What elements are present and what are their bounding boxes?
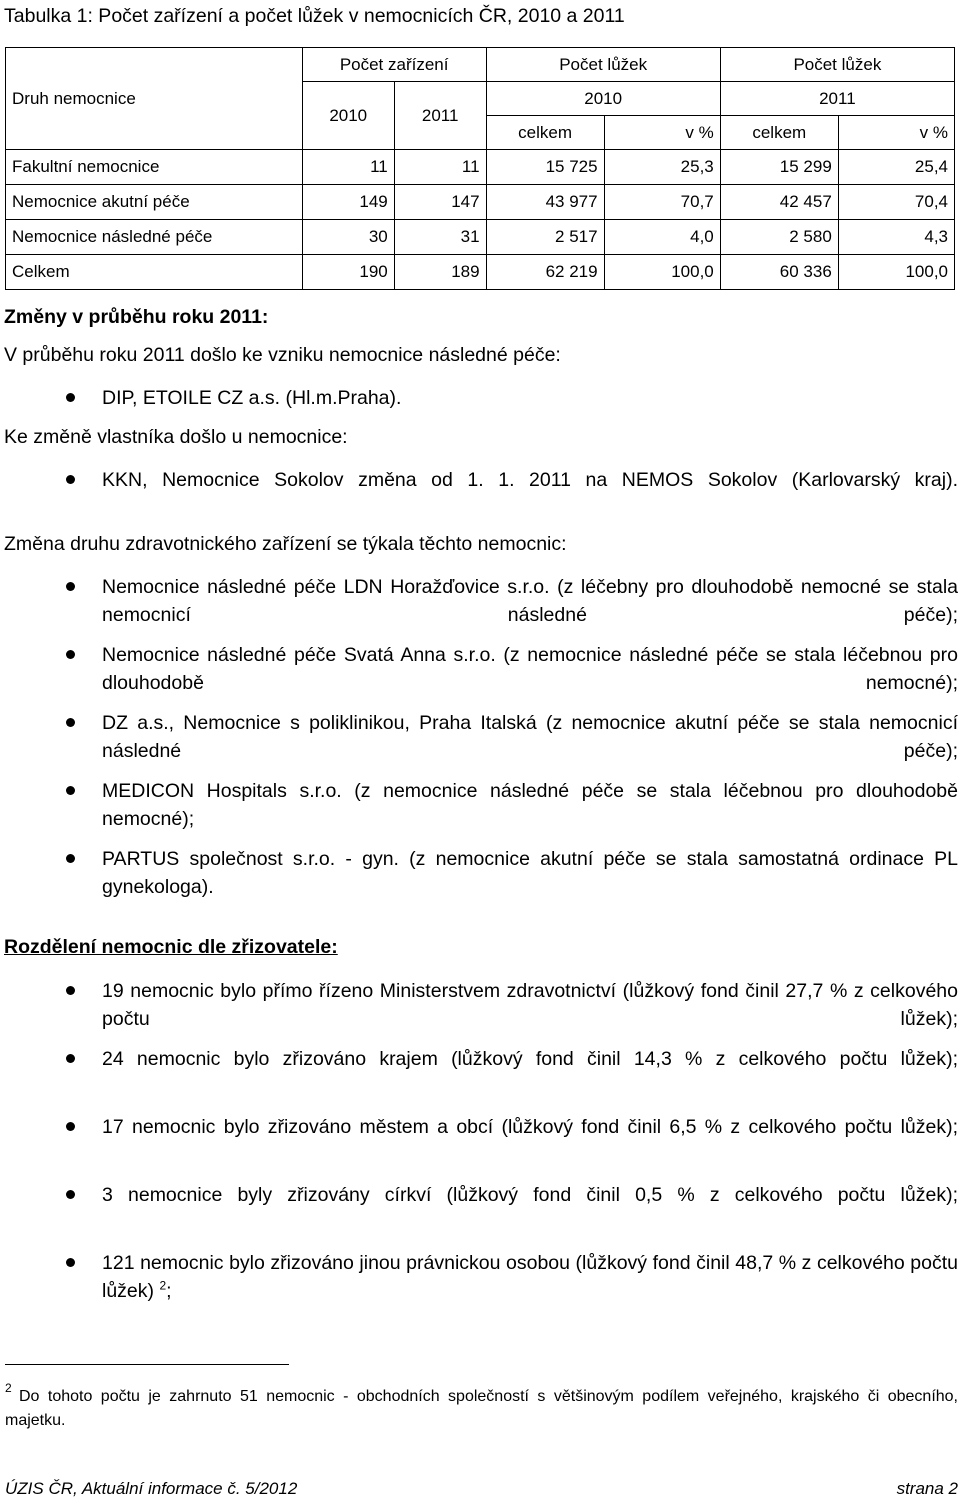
cell-beds-2010: 2 517 <box>486 220 604 255</box>
header-total-2010: celkem <box>486 116 604 150</box>
type-change-item: Nemocnice následné péče LDN Horažďovice s.r.o. (z léčebny pro dlouhodobě nemocné se stala nemocnicí následné péče); <box>102 576 958 626</box>
page-footer <box>5 1479 958 1499</box>
header-pct-2010: v % <box>604 116 720 150</box>
cell-pct-2010: 100,0 <box>604 255 720 290</box>
page-number: strana 2 <box>896 1479 958 1498</box>
hospital-stats-table <box>5 47 955 290</box>
table-row <box>6 255 955 290</box>
cell-facilities-2011: 11 <box>394 150 486 185</box>
bullet-icon <box>66 393 75 402</box>
bullet-icon <box>66 1122 75 1131</box>
cell-facilities-2010: 149 <box>302 185 394 220</box>
cell-facilities-2011: 147 <box>394 185 486 220</box>
changes-intro-owner: Ke změně vlastníka došlo u nemocnice: <box>4 426 348 448</box>
bullet-icon <box>66 1190 75 1199</box>
type-change-item: Nemocnice následné péče Svatá Anna s.r.o. (z nemocnice následné péče se stala léčebnou pro dlouhodobě nemocné); <box>102 644 958 694</box>
cell-facilities-2011: 31 <box>394 220 486 255</box>
cell-facilities-2011: 189 <box>394 255 486 290</box>
founder-item: 24 nemocnic bylo zřizováno krajem (lůžkový fond činil 14,3 % z celkového počtu lůžek); <box>102 1048 958 1070</box>
bullet-icon <box>66 718 75 727</box>
cell-beds-2011: 2 580 <box>720 220 838 255</box>
cell-beds-2011: 60 336 <box>720 255 838 290</box>
founder-item: 17 nemocnic bylo zřizováno městem a obcí (lůžkový fond činil 6,5 % z celkového počtu lůžek); <box>102 1116 958 1138</box>
cell-facilities-2010: 11 <box>302 150 394 185</box>
changes-intro-type: Změna druhu zdravotnického zařízení se týkala těchto nemocnic: <box>4 533 567 555</box>
footnote-divider <box>5 1364 289 1365</box>
cell-beds-2010: 43 977 <box>486 185 604 220</box>
footnote-number: 2 <box>5 1381 12 1395</box>
table-caption: Tabulka 1: Počet zařízení a počet lůžek v nemocnicích ČR, 2010 a 2011 <box>4 5 625 27</box>
header-year-2010: 2010 <box>302 82 394 150</box>
bullet-icon <box>66 475 75 484</box>
cell-facilities-2010: 190 <box>302 255 394 290</box>
header-total-2011: celkem <box>720 116 838 150</box>
cell-beds-2010: 15 725 <box>486 150 604 185</box>
header-beds-year-2011: 2011 <box>720 82 954 116</box>
cell-pct-2011: 4,3 <box>838 220 954 255</box>
table-row <box>6 220 955 255</box>
type-change-item: PARTUS společnost s.r.o. - gyn. (z nemocnice akutní péče se stala samostatná ordinace PL gynekologa). <box>102 848 958 898</box>
founder-item-text: 121 nemocnic bylo zřizováno jinou právnickou osobou (lůžkový fond činil 48,7 % z celkového počtu lůžek) <box>102 1252 958 1302</box>
table-row <box>6 185 955 220</box>
cell-pct-2010: 70,7 <box>604 185 720 220</box>
founder-item: 19 nemocnic bylo přímo řízeno Ministerstvem zdravotnictví (lůžkový fond činil 27,7 % z celkového počtu lůžek); <box>102 980 958 1030</box>
footnote-text <box>5 1385 958 1457</box>
row-name: Nemocnice následné péče <box>6 220 303 255</box>
bullet-icon <box>66 582 75 591</box>
footnote-ref: 2 <box>159 1278 167 1293</box>
type-change-item: MEDICON Hospitals s.r.o. (z nemocnice následné péče se stala léčebnou pro dlouhodobě nemocné); <box>102 780 958 830</box>
header-year-2011: 2011 <box>394 82 486 150</box>
cell-pct-2010: 4,0 <box>604 220 720 255</box>
cell-beds-2011: 15 299 <box>720 150 838 185</box>
cell-beds-2011: 42 457 <box>720 185 838 220</box>
founder-item-tail: ; <box>166 1280 172 1302</box>
header-pct-2011: v % <box>838 116 954 150</box>
header-facilities: Počet zařízení <box>302 48 486 82</box>
bullet-icon <box>66 1258 75 1267</box>
header-beds-2011: Počet lůžek <box>720 48 954 82</box>
cell-pct-2011: 100,0 <box>838 255 954 290</box>
founder-item: 3 nemocnice byly zřizovány církví (lůžkový fond činil 0,5 % z celkového počtu lůžek); <box>102 1184 958 1206</box>
footer-source: ÚZIS ČR, Aktuální informace č. 5/2012 <box>5 1479 298 1498</box>
header-beds-2010: Počet lůžek <box>486 48 720 82</box>
bullet-icon <box>66 986 75 995</box>
cell-beds-2010: 62 219 <box>486 255 604 290</box>
bullet-icon <box>66 786 75 795</box>
table-row <box>6 150 955 185</box>
bullet-icon <box>66 1054 75 1063</box>
cell-pct-2010: 25,3 <box>604 150 720 185</box>
header-hospital-type: Druh nemocnice <box>6 48 303 150</box>
row-name: Nemocnice akutní péče <box>6 185 303 220</box>
cell-facilities-2010: 30 <box>302 220 394 255</box>
founder-item-last <box>102 1249 958 1305</box>
cell-pct-2011: 70,4 <box>838 185 954 220</box>
header-beds-year-2010: 2010 <box>486 82 720 116</box>
new-hospital-item: DIP, ETOILE CZ a.s. (Hl.m.Praha). <box>102 387 402 409</box>
bullet-icon <box>66 854 75 863</box>
owner-change-item: KKN, Nemocnice Sokolov změna od 1. 1. 2011 na NEMOS Sokolov (Karlovarský kraj). <box>102 469 958 491</box>
row-name: Celkem <box>6 255 303 290</box>
cell-pct-2011: 25,4 <box>838 150 954 185</box>
row-name: Fakultní nemocnice <box>6 150 303 185</box>
type-change-item: DZ a.s., Nemocnice s poliklinikou, Praha Italská (z nemocnice akutní péče se stala nemocnicí následné péče); <box>102 712 958 762</box>
changes-intro-new: V průběhu roku 2011 došlo ke vzniku nemocnice následné péče: <box>4 344 561 366</box>
changes-heading: Změny v průběhu roku 2011: <box>4 306 269 328</box>
founders-heading: Rozdělení nemocnic dle zřizovatele: <box>4 936 338 958</box>
bullet-icon <box>66 650 75 659</box>
footnote-body: Do tohoto počtu je zahrnuto 51 nemocnic - obchodních společností s většinovým podílem veřejného, krajského či obecního, majetku. <box>5 1388 958 1429</box>
